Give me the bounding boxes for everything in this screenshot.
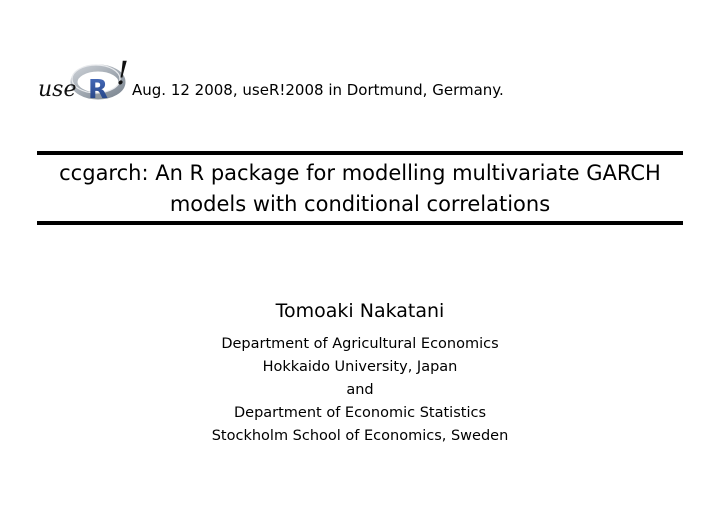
slide-title — [37, 158, 683, 220]
affiliation-block — [0, 333, 720, 448]
logo-use-text: use — [38, 77, 77, 102]
logo-r-text: R — [88, 75, 109, 105]
slide-header — [36, 48, 504, 108]
title-line-2: models with conditional correlations — [169, 192, 551, 216]
affiliation-line: Stockholm School of Economics, Sweden — [211, 428, 509, 444]
affiliation-line: Department of Agricultural Economics — [221, 336, 499, 352]
user-logo — [36, 48, 132, 108]
affiliation-line: Hokkaido University, Japan — [262, 359, 458, 375]
user-logo-graphic — [36, 48, 132, 108]
event-info: Aug. 12 2008, useR!2008 in Dortmund, Germany. — [132, 81, 504, 99]
title-rule-top — [37, 151, 683, 155]
title-rule-bottom — [37, 221, 683, 225]
affiliation-line: Department of Economic Statistics — [233, 405, 487, 421]
affiliation-line: and — [346, 382, 374, 398]
author-name: Tomoaki Nakatani — [275, 300, 445, 322]
title-line-1: ccgarch: An R package for modelling multivariate GARCH — [59, 161, 661, 185]
logo-exclamation-text: ! — [116, 54, 129, 92]
